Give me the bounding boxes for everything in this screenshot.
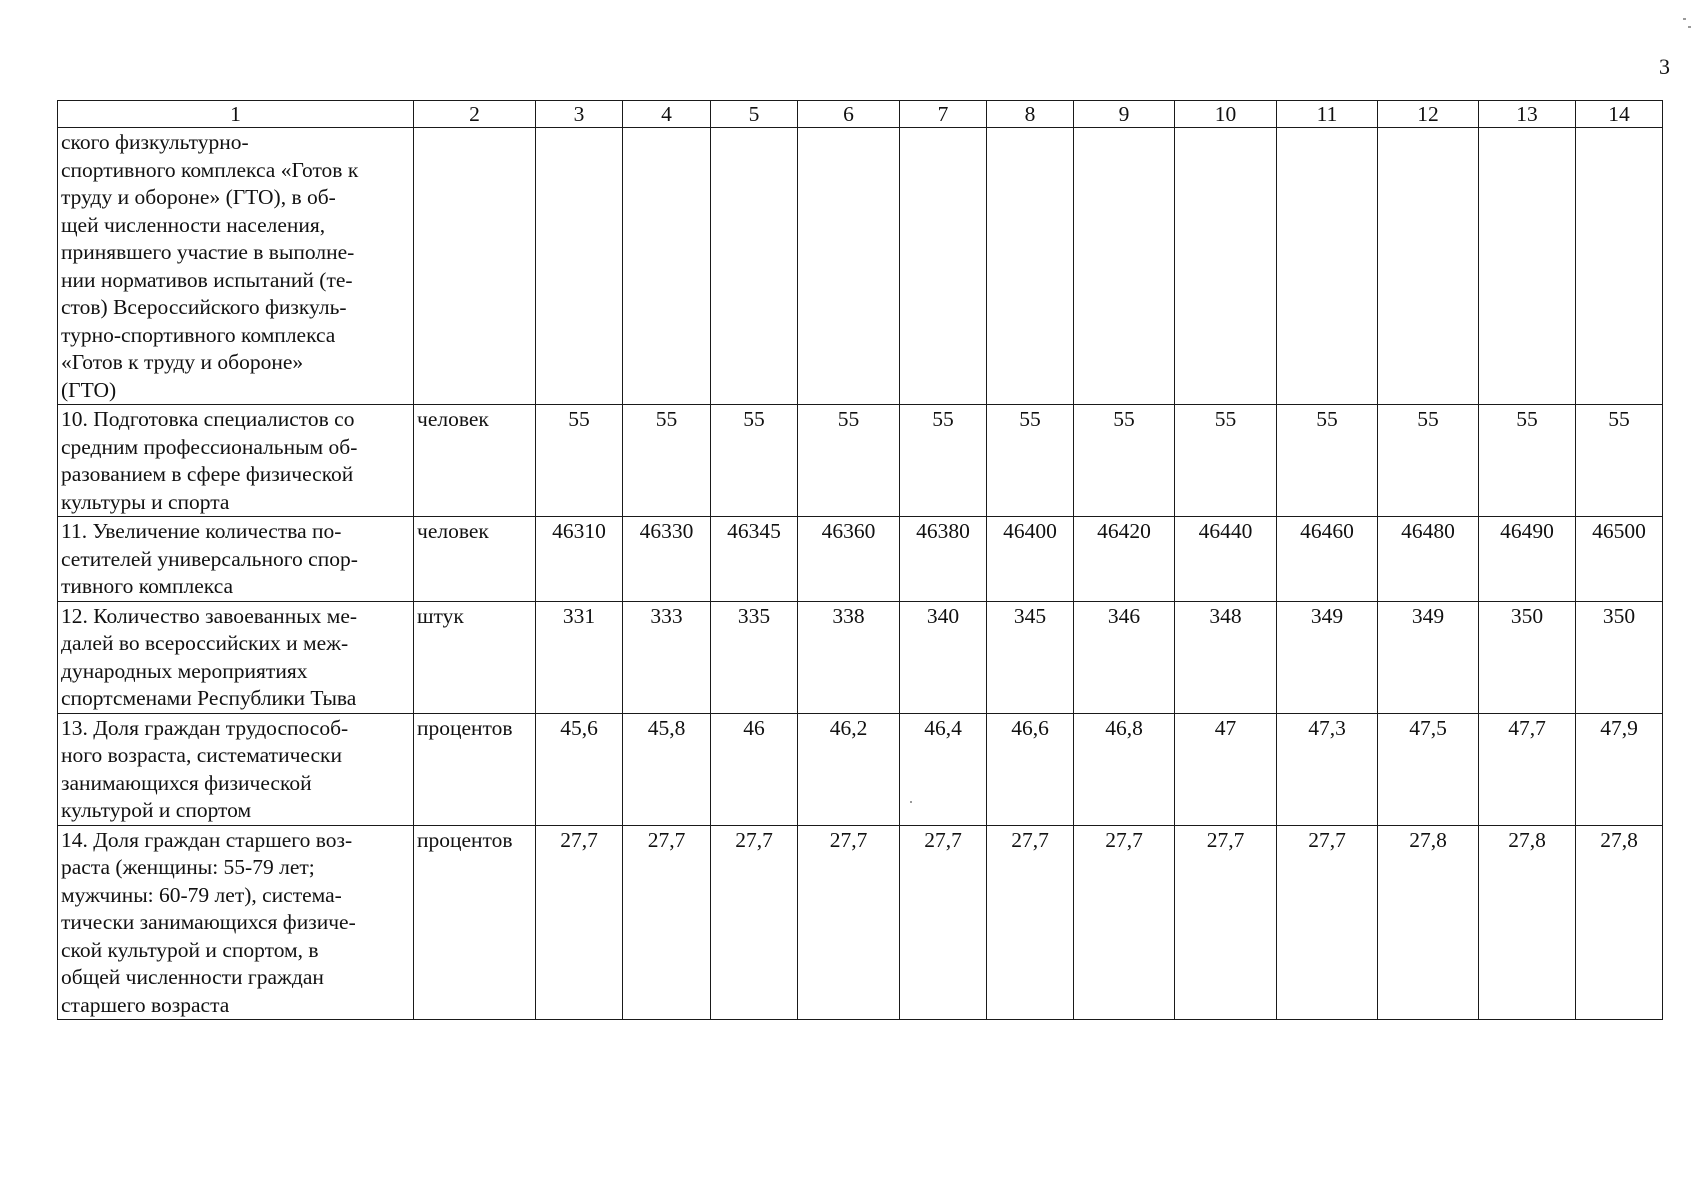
value-cell: 46,2 bbox=[798, 713, 900, 825]
indicators-table bbox=[57, 100, 1663, 1020]
value-cell: 55 bbox=[623, 405, 711, 517]
value-cell: 46500 bbox=[1576, 517, 1663, 602]
value-cell: 55 bbox=[1277, 405, 1378, 517]
value-cell bbox=[987, 128, 1074, 405]
table-header-row bbox=[58, 101, 1663, 128]
value-cell: 27,8 bbox=[1576, 825, 1663, 1020]
value-cell: 55 bbox=[798, 405, 900, 517]
value-cell: 55 bbox=[1576, 405, 1663, 517]
indicator-name: 10. Подготовка специалистов со средним профессиональным об- разованием в сфере физической культуры и спорта bbox=[58, 405, 414, 517]
value-cell: 27,7 bbox=[1175, 825, 1277, 1020]
value-cell: 345 bbox=[987, 601, 1074, 713]
unit-cell: процентов bbox=[414, 713, 536, 825]
value-cell bbox=[536, 128, 623, 405]
value-cell: 338 bbox=[798, 601, 900, 713]
value-cell: 46400 bbox=[987, 517, 1074, 602]
value-cell: 46330 bbox=[623, 517, 711, 602]
header-cell-3: 3 bbox=[536, 101, 623, 128]
value-cell: 45,8 bbox=[623, 713, 711, 825]
value-cell: 350 bbox=[1576, 601, 1663, 713]
value-cell: 335 bbox=[711, 601, 798, 713]
value-cell: 46310 bbox=[536, 517, 623, 602]
indicator-name: 13. Доля граждан трудоспособ- ного возраста, систематически занимающихся физической культурой и спортом bbox=[58, 713, 414, 825]
value-cell bbox=[711, 128, 798, 405]
value-cell: 46 bbox=[711, 713, 798, 825]
value-cell bbox=[1576, 128, 1663, 405]
value-cell: 55 bbox=[1074, 405, 1175, 517]
value-cell: 55 bbox=[1378, 405, 1479, 517]
value-cell: 348 bbox=[1175, 601, 1277, 713]
header-cell-12: 12 bbox=[1378, 101, 1479, 128]
value-cell: 27,7 bbox=[987, 825, 1074, 1020]
value-cell: 27,7 bbox=[536, 825, 623, 1020]
value-cell: 46,4 bbox=[900, 713, 987, 825]
table-row bbox=[58, 405, 1663, 517]
value-cell: 46345 bbox=[711, 517, 798, 602]
value-cell: 47,5 bbox=[1378, 713, 1479, 825]
value-cell bbox=[1378, 128, 1479, 405]
value-cell bbox=[1277, 128, 1378, 405]
value-cell: 46420 bbox=[1074, 517, 1175, 602]
value-cell: 55 bbox=[1175, 405, 1277, 517]
indicator-name: 14. Доля граждан старшего воз- раста (женщины: 55-79 лет; мужчины: 60-79 лет), система- тически занимающихся физиче- ской культурой и спортом, в общей численности граждан старшего возраста bbox=[58, 825, 414, 1020]
value-cell: 27,7 bbox=[1074, 825, 1175, 1020]
table-row bbox=[58, 601, 1663, 713]
value-cell: 27,7 bbox=[1277, 825, 1378, 1020]
table-body bbox=[58, 101, 1663, 1020]
indicator-name: 11. Увеличение количества по- сетителей универсального спор- тивного комплекса bbox=[58, 517, 414, 602]
unit-cell: человек bbox=[414, 517, 536, 602]
scan-speck bbox=[1683, 18, 1686, 20]
header-cell-1: 1 bbox=[58, 101, 414, 128]
value-cell bbox=[623, 128, 711, 405]
value-cell: 46,6 bbox=[987, 713, 1074, 825]
header-cell-11: 11 bbox=[1277, 101, 1378, 128]
value-cell: 46440 bbox=[1175, 517, 1277, 602]
header-cell-4: 4 bbox=[623, 101, 711, 128]
value-cell: 349 bbox=[1277, 601, 1378, 713]
header-cell-2: 2 bbox=[414, 101, 536, 128]
value-cell: 47,3 bbox=[1277, 713, 1378, 825]
unit-cell: человек bbox=[414, 405, 536, 517]
header-cell-10: 10 bbox=[1175, 101, 1277, 128]
value-cell: 47,9 bbox=[1576, 713, 1663, 825]
table-row bbox=[58, 128, 1663, 405]
value-cell bbox=[1175, 128, 1277, 405]
value-cell: 46480 bbox=[1378, 517, 1479, 602]
value-cell: 27,7 bbox=[623, 825, 711, 1020]
value-cell: 47,7 bbox=[1479, 713, 1576, 825]
value-cell: 346 bbox=[1074, 601, 1175, 713]
header-cell-7: 7 bbox=[900, 101, 987, 128]
value-cell: 46460 bbox=[1277, 517, 1378, 602]
value-cell: 47 bbox=[1175, 713, 1277, 825]
value-cell bbox=[1074, 128, 1175, 405]
page-number: 3 bbox=[1659, 54, 1670, 79]
scan-speck bbox=[910, 801, 912, 803]
table-row bbox=[58, 517, 1663, 602]
value-cell: 55 bbox=[1479, 405, 1576, 517]
indicator-name: 12. Количество завоеванных ме- далей во всероссийских и меж- дународных мероприятиях спортсменами Республики Тыва bbox=[58, 601, 414, 713]
header-cell-8: 8 bbox=[987, 101, 1074, 128]
value-cell: 55 bbox=[536, 405, 623, 517]
value-cell: 349 bbox=[1378, 601, 1479, 713]
header-cell-6: 6 bbox=[798, 101, 900, 128]
value-cell: 333 bbox=[623, 601, 711, 713]
value-cell: 27,8 bbox=[1479, 825, 1576, 1020]
value-cell: 350 bbox=[1479, 601, 1576, 713]
table-row bbox=[58, 713, 1663, 825]
value-cell bbox=[900, 128, 987, 405]
scan-speck bbox=[1688, 26, 1691, 28]
value-cell bbox=[1479, 128, 1576, 405]
value-cell: 27,7 bbox=[798, 825, 900, 1020]
unit-cell: штук bbox=[414, 601, 536, 713]
value-cell: 45,6 bbox=[536, 713, 623, 825]
value-cell: 55 bbox=[900, 405, 987, 517]
unit-cell bbox=[414, 128, 536, 405]
value-cell: 27,8 bbox=[1378, 825, 1479, 1020]
header-cell-13: 13 bbox=[1479, 101, 1576, 128]
value-cell: 46360 bbox=[798, 517, 900, 602]
header-cell-5: 5 bbox=[711, 101, 798, 128]
header-cell-9: 9 bbox=[1074, 101, 1175, 128]
value-cell: 46,8 bbox=[1074, 713, 1175, 825]
value-cell: 27,7 bbox=[711, 825, 798, 1020]
value-cell bbox=[798, 128, 900, 405]
value-cell: 55 bbox=[711, 405, 798, 517]
header-cell-14: 14 bbox=[1576, 101, 1663, 128]
value-cell: 46490 bbox=[1479, 517, 1576, 602]
value-cell: 331 bbox=[536, 601, 623, 713]
table-row bbox=[58, 825, 1663, 1020]
indicator-name: ского физкультурно- спортивного комплекса «Готов к труду и обороне» (ГТО), в об- щей численности населения, принявшего участие в выполне- нии нормативов испытаний (те- стов) Всероссийского физкуль- турно-спортивного комплекса «Готов к труду и обороне» (ГТО) bbox=[58, 128, 414, 405]
value-cell: 46380 bbox=[900, 517, 987, 602]
unit-cell: процентов bbox=[414, 825, 536, 1020]
value-cell: 27,7 bbox=[900, 825, 987, 1020]
value-cell: 55 bbox=[987, 405, 1074, 517]
value-cell: 340 bbox=[900, 601, 987, 713]
